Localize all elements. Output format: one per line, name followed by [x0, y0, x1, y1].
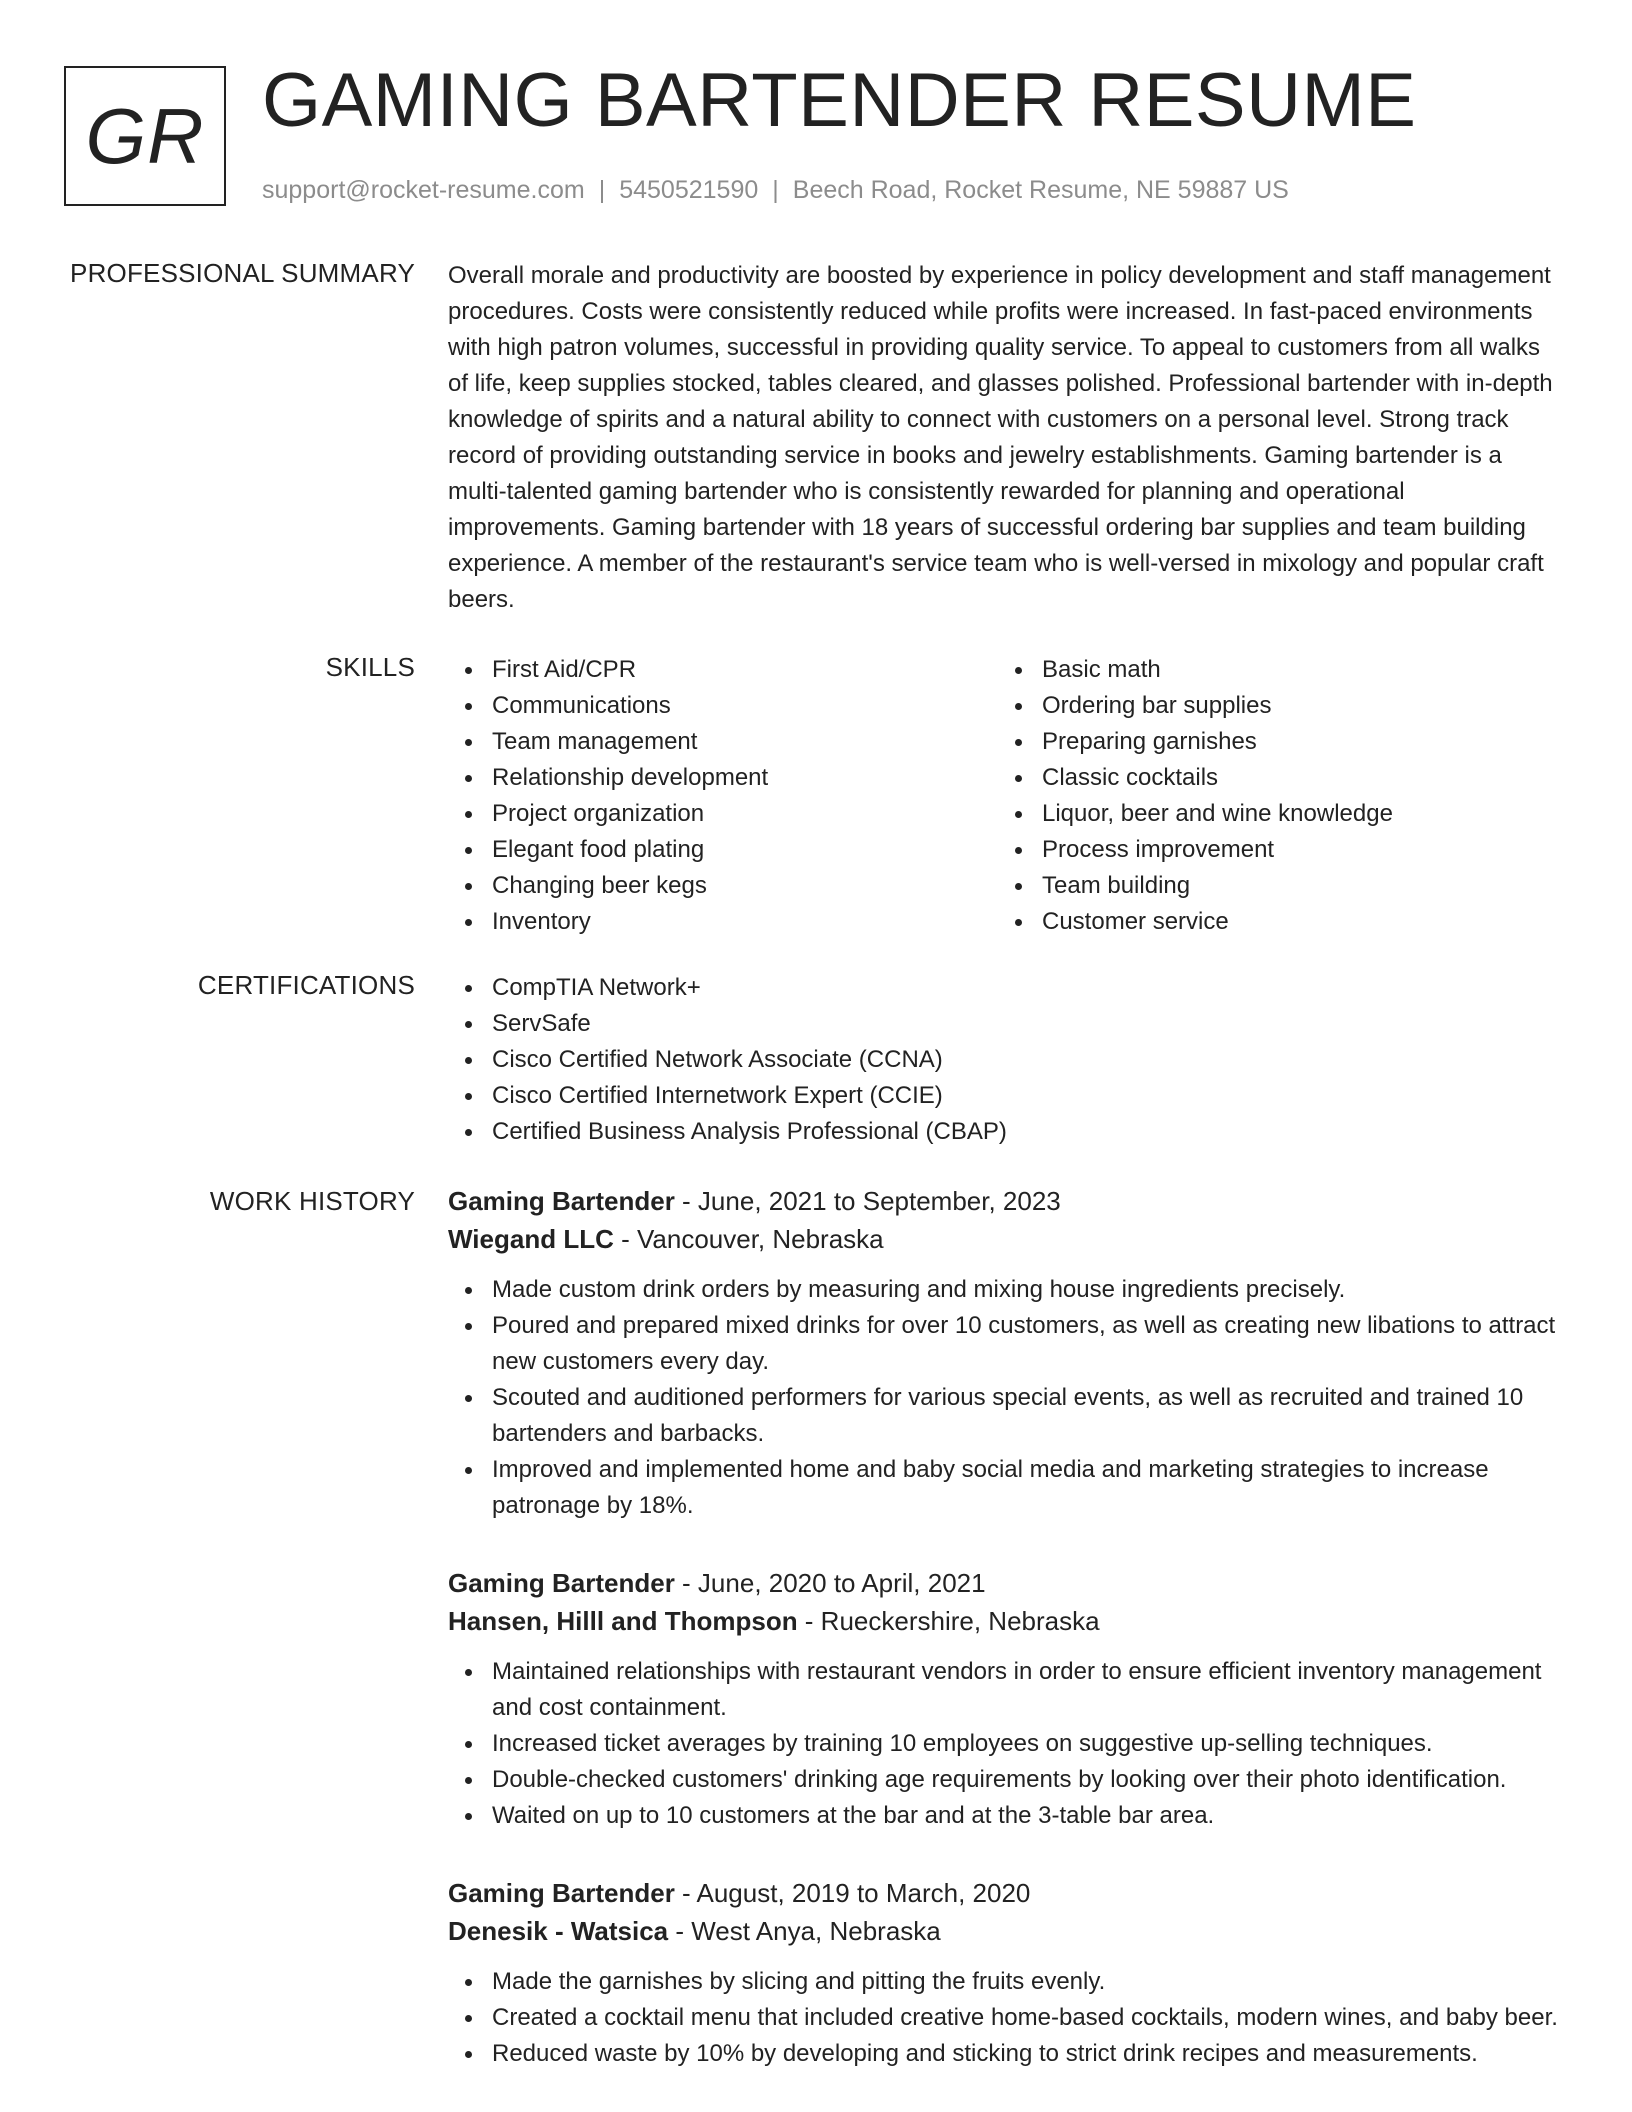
skills-body: [448, 652, 1563, 940]
job-company: Hansen, Hilll and Thompson: [448, 1606, 798, 1636]
skill-item: Relationship development: [448, 760, 998, 796]
work-history-label: WORK HISTORY: [209, 1186, 415, 1216]
skill-item: Customer service: [998, 904, 1548, 940]
skill-item: Ordering bar supplies: [998, 688, 1548, 724]
job-bullet: Waited on up to 10 customers at the bar and at the 3-table bar area.: [448, 1798, 1563, 1834]
contact-separator: |: [772, 176, 779, 204]
skill-item: Classic cocktails: [998, 760, 1548, 796]
certifications-list: [448, 970, 1563, 1150]
certifications-label: CERTIFICATIONS: [197, 970, 415, 1000]
job-title: Gaming Bartender: [448, 1878, 675, 1908]
job-bullets: [448, 1272, 1563, 1524]
job-location: - West Anya, Nebraska: [668, 1916, 941, 1946]
job-company: Denesik - Watsica: [448, 1916, 669, 1946]
job-title-line: [448, 1874, 1563, 1912]
skill-item: Preparing garnishes: [998, 724, 1548, 760]
skill-item: Liquor, beer and wine knowledge: [998, 796, 1548, 832]
certification-item: Cisco Certified Internetwork Expert (CCIE): [448, 1078, 1563, 1114]
summary-label: PROFESSIONAL SUMMARY: [70, 258, 415, 288]
skill-item: Communications: [448, 688, 998, 724]
summary-body: [448, 258, 1563, 618]
skill-item: Basic math: [998, 652, 1548, 688]
skill-item: Project organization: [448, 796, 998, 832]
job-bullet: Reduced waste by 10% by developing and sticking to strict drink recipes and measurements.: [448, 2036, 1563, 2072]
certification-item: Cisco Certified Network Associate (CCNA): [448, 1042, 1563, 1078]
job-bullet: Improved and implemented home and baby social media and marketing strategies to increase patronage by 18%.: [448, 1452, 1563, 1524]
job-company-line: [448, 1602, 1563, 1640]
skill-item: Team management: [448, 724, 998, 760]
contact-address: Beech Road, Rocket Resume, NE 59887 US: [792, 176, 1289, 204]
job-title-line: [448, 1564, 1563, 1602]
contact-line: [262, 176, 1289, 205]
skill-item: Process improvement: [998, 832, 1548, 868]
skills-list-right: [998, 652, 1548, 940]
job-bullets: [448, 1654, 1563, 1834]
job-entry: [448, 1182, 1563, 1524]
job-dates: - June, 2020 to April, 2021: [674, 1568, 986, 1598]
contact-email[interactable]: support@rocket-resume.com: [262, 176, 585, 204]
certification-item: Certified Business Analysis Professional (CBAP): [448, 1114, 1563, 1150]
certifications-body: [448, 970, 1563, 1150]
job-bullet: Double-checked customers' drinking age requirements by looking over their photo identification.: [448, 1762, 1563, 1798]
certification-item: CompTIA Network+: [448, 970, 1563, 1006]
work-history-body: [448, 1182, 1563, 2112]
job-bullet: Created a cocktail menu that included creative home-based cocktails, modern wines, and baby beer.: [448, 2000, 1563, 2036]
job-bullets: [448, 1964, 1563, 2072]
job-bullet: Made custom drink orders by measuring and mixing house ingredients precisely.: [448, 1272, 1563, 1308]
skill-item: Changing beer kegs: [448, 868, 998, 904]
summary-text: Overall morale and productivity are boosted by experience in policy development and staff management procedures. Costs were consistently reduced while profits were increased. In fast-paced environments with high patron volumes, successful in providing quality service. To appeal to customers from all walks of life, keep supplies stocked, tables cleared, and glasses polished. Professional bartender with in-depth knowledge of spirits and a natural ability to connect with customers on a personal level. Strong track record of providing outstanding service in books and jewelry establishments. Gaming bartender is a multi-talented gaming bartender who is consistently rewarded for planning and operational improvements. Gaming bartender with 18 years of successful ordering bar supplies and team building experience. A member of the restaurant's service team who is well-versed in mixology and popular craft beers.: [448, 262, 1553, 613]
job-dates: - June, 2021 to September, 2023: [674, 1186, 1061, 1216]
job-location: - Vancouver, Nebraska: [613, 1224, 884, 1254]
skill-item: First Aid/CPR: [448, 652, 998, 688]
skills-list-left: [448, 652, 998, 940]
job-company-line: [448, 1912, 1563, 1950]
job-bullet: Made the garnishes by slicing and pitting the fruits evenly.: [448, 1964, 1563, 2000]
job-location: - Rueckershire, Nebraska: [797, 1606, 1100, 1636]
skill-item: Team building: [998, 868, 1548, 904]
job-company: Wiegand LLC: [448, 1224, 614, 1254]
contact-separator: |: [598, 176, 606, 204]
resume-title: GAMING BARTENDER RESUME: [262, 58, 1417, 143]
job-bullet: Maintained relationships with restaurant vendors in order to ensure efficient inventory management and cost containment.: [448, 1654, 1563, 1726]
job-bullet: Scouted and auditioned performers for various special events, as well as recruited and trained 10 bartenders and barbacks.: [448, 1380, 1563, 1452]
job-dates: - August, 2019 to March, 2020: [674, 1878, 1031, 1908]
certification-item: ServSafe: [448, 1006, 1563, 1042]
skill-item: Inventory: [448, 904, 998, 940]
job-title: Gaming Bartender: [448, 1568, 675, 1598]
contact-phone[interactable]: 5450521590: [619, 176, 759, 204]
skills-label: SKILLS: [325, 652, 415, 682]
job-bullet: Increased ticket averages by training 10 employees on suggestive up-selling techniques.: [448, 1726, 1563, 1762]
job-entry: [448, 1564, 1563, 1834]
job-bullet: Poured and prepared mixed drinks for over 10 customers, as well as creating new libations to attract new customers every day.: [448, 1308, 1563, 1380]
job-title-line: [448, 1182, 1563, 1220]
skill-item: Elegant food plating: [448, 832, 998, 868]
job-entry: [448, 1874, 1563, 2072]
job-title: Gaming Bartender: [448, 1186, 675, 1216]
monogram: GR: [64, 66, 226, 206]
job-company-line: [448, 1220, 1563, 1258]
